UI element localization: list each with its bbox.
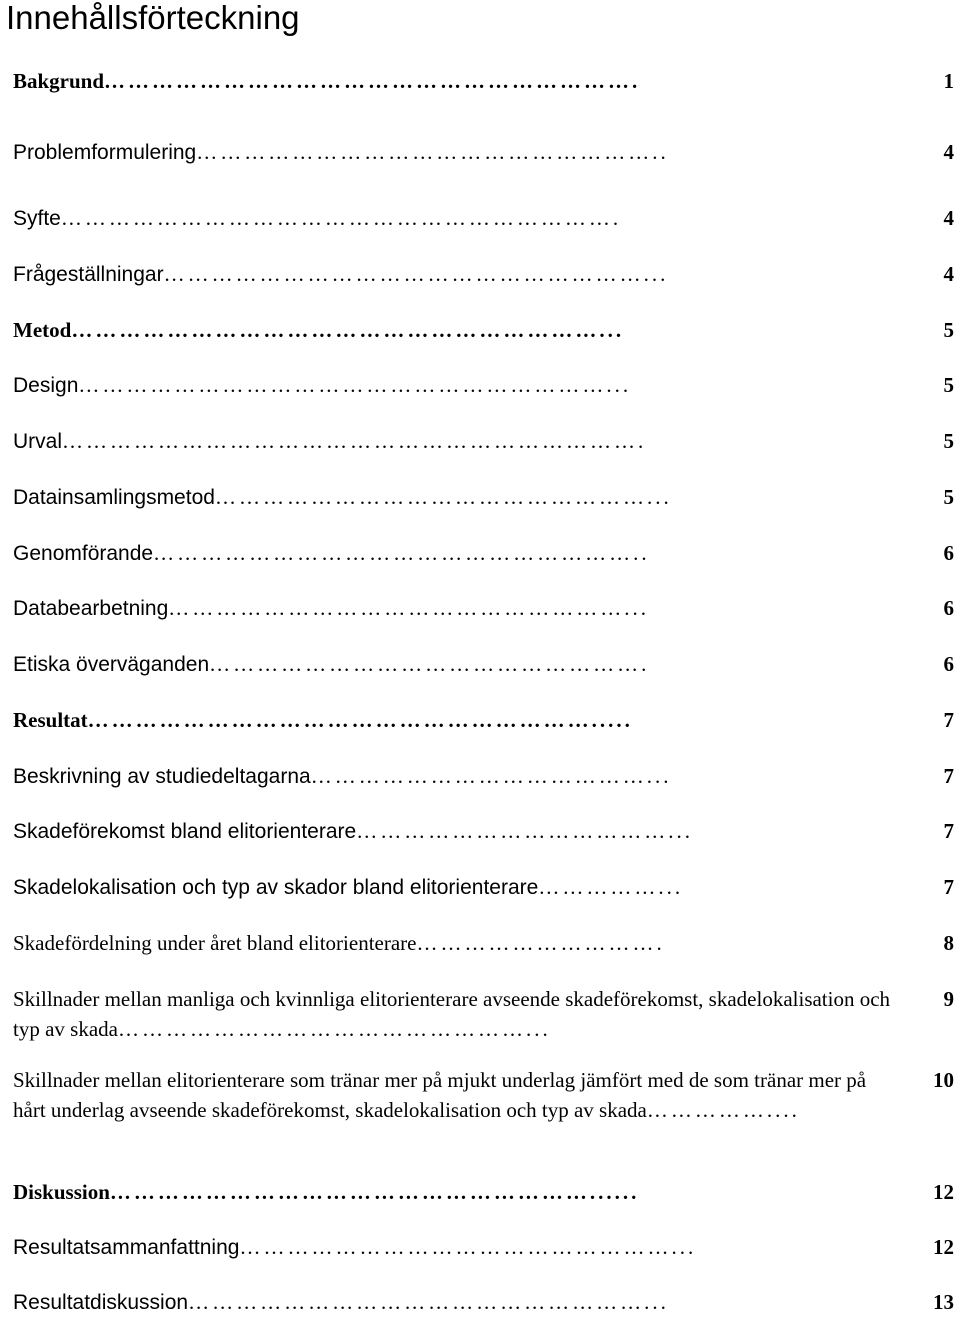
toc-leader-dots: ………………………………………………. bbox=[209, 652, 650, 676]
toc-page-number: 5 bbox=[943, 318, 954, 342]
toc-entry-label: Design bbox=[13, 374, 79, 397]
toc-page-number: 5 bbox=[943, 485, 954, 509]
toc-entry-problemformulering[interactable] bbox=[13, 137, 893, 168]
toc-entry-syfte[interactable] bbox=[13, 203, 893, 234]
toc-leader-dots: …………………………………………………... bbox=[168, 596, 650, 620]
toc-leader-dots: ……………………………………………... bbox=[117, 1017, 551, 1041]
toc-page-number: 7 bbox=[943, 764, 954, 788]
toc-leader-dots: ………………………………………………... bbox=[239, 1235, 697, 1259]
toc-page-number: 9 bbox=[943, 987, 954, 1011]
toc-entry-databearbetning[interactable] bbox=[13, 593, 893, 624]
toc-entry-skadeforekomst[interactable] bbox=[13, 816, 893, 847]
toc-entry-fragestallningar[interactable] bbox=[13, 259, 893, 290]
toc-entry-label: Problemformulering bbox=[13, 141, 197, 164]
toc-leader-dots: …………………………………………………………... bbox=[71, 318, 625, 342]
toc-page-number: 7 bbox=[943, 708, 954, 732]
toc-page-number: 13 bbox=[933, 1290, 954, 1314]
toc-entry-etiska-overvaganden[interactable] bbox=[13, 649, 893, 680]
toc-entry-bakgrund[interactable] bbox=[13, 66, 893, 96]
toc-entry-label: Skillnader mellan manliga och kvinnliga elitorienterare avseende skadeförekomst, skadelokalisation och typ av skada bbox=[13, 987, 891, 1041]
toc-leader-dots: …………………………………………………….. bbox=[153, 541, 650, 565]
toc-page-number: 12 bbox=[933, 1180, 954, 1204]
toc-entry-skillnader-kon[interactable] bbox=[13, 984, 893, 1044]
toc-leader-dots: ……………... bbox=[538, 875, 684, 899]
toc-entry-label: Resultatsammanfattning bbox=[13, 1236, 240, 1259]
toc-entry-urval[interactable] bbox=[13, 426, 893, 457]
toc-entry-datainsamlingsmetod[interactable] bbox=[13, 482, 893, 513]
toc-entry-skillnader-underlag[interactable] bbox=[13, 1065, 893, 1125]
toc-page-number: 6 bbox=[943, 652, 954, 676]
toc-page-number: 1 bbox=[943, 69, 954, 93]
toc-page-number: 5 bbox=[943, 429, 954, 453]
toc-entry-label: Resultat bbox=[13, 708, 88, 732]
toc-entry-label: Skadelokalisation och typ av skador bland elitorienterare bbox=[13, 876, 539, 899]
toc-entry-skadefordelning[interactable] bbox=[13, 928, 893, 958]
toc-page-number: 10 bbox=[933, 1068, 954, 1092]
toc-leader-dots: …………….... bbox=[646, 1098, 800, 1122]
toc-entry-diskussion[interactable] bbox=[13, 1177, 893, 1207]
page-title: Innehållsförteckning bbox=[6, 0, 300, 36]
toc-entry-label: Metod bbox=[13, 318, 72, 342]
toc-entry-label: Urval bbox=[13, 430, 63, 453]
toc-leader-dots: …………………………………... bbox=[356, 819, 693, 843]
toc-entry-label: Skadeförekomst bland elitorienterare bbox=[13, 820, 357, 843]
toc-page-number: 6 bbox=[943, 596, 954, 620]
toc-leader-dots: ……………………………………………………... bbox=[163, 262, 669, 286]
toc-page-number: 4 bbox=[943, 206, 954, 230]
toc-entry-beskrivning[interactable] bbox=[13, 761, 893, 792]
toc-entry-label: Etiska överväganden bbox=[13, 653, 210, 676]
toc-entry-label: Syfte bbox=[13, 207, 61, 230]
toc-leader-dots: ………………………………………………………..... bbox=[87, 708, 633, 732]
toc-page-number: 5 bbox=[943, 373, 954, 397]
toc-page-number: 6 bbox=[943, 541, 954, 565]
toc-page-number: 4 bbox=[943, 140, 954, 164]
toc-leader-dots: …………………………………………………... bbox=[188, 1290, 669, 1314]
toc-leader-dots: ……………………………………... bbox=[310, 764, 672, 788]
toc-page-number: 4 bbox=[943, 262, 954, 286]
toc-entry-resultat[interactable] bbox=[13, 705, 893, 735]
toc-entry-label: Datainsamlingsmetod bbox=[13, 486, 215, 509]
toc-leader-dots: ………………………………………………………………. bbox=[62, 429, 647, 453]
toc-entry-label: Frågeställningar bbox=[13, 263, 164, 286]
toc-leader-dots: ………………………………………………….. bbox=[196, 140, 669, 164]
toc-entry-resultatsammanfattning[interactable] bbox=[13, 1232, 893, 1263]
toc-entry-resultatdiskussion[interactable] bbox=[13, 1287, 893, 1318]
toc-entry-label: Bakgrund bbox=[13, 69, 105, 93]
toc-leader-dots: ……………………………………………………...... bbox=[109, 1180, 640, 1204]
toc-entry-label: Genomförande bbox=[13, 542, 154, 565]
toc-entry-genomforande[interactable] bbox=[13, 538, 893, 569]
toc-page-number: 8 bbox=[943, 931, 954, 955]
toc-leader-dots: …………………………………………………………... bbox=[78, 373, 632, 397]
toc-entry-metod[interactable] bbox=[13, 315, 893, 345]
toc-leader-dots: ……………………………………………………………. bbox=[60, 206, 622, 230]
toc-entry-label: Beskrivning av studiedeltagarna bbox=[13, 765, 311, 788]
toc-page-number: 12 bbox=[933, 1235, 954, 1259]
toc-entry-label: Diskussion bbox=[13, 1180, 110, 1204]
toc-entry-label: Resultatdiskussion bbox=[13, 1291, 189, 1314]
toc-entry-label: Databearbetning bbox=[13, 597, 169, 620]
toc-entry-skadelokalisation[interactable] bbox=[13, 872, 893, 903]
toc-entry-label: Skillnader mellan elitorienterare som tränar mer på mjukt underlag jämfört med de som tränar mer på hårt underlag avseende skadeförekomst, skadelokalisation och typ av skada bbox=[13, 1068, 867, 1122]
toc-leader-dots: ………………………………………………... bbox=[214, 485, 672, 509]
toc-page-number: 7 bbox=[943, 875, 954, 899]
toc-entry-label: Skadefördelning under året bland elitorienterare bbox=[13, 931, 417, 955]
toc-leader-dots: …………………………………………………………. bbox=[104, 69, 641, 93]
toc-leader-dots: …………………………. bbox=[416, 931, 665, 955]
toc-entry-design[interactable] bbox=[13, 370, 893, 401]
toc-page-number: 7 bbox=[943, 819, 954, 843]
